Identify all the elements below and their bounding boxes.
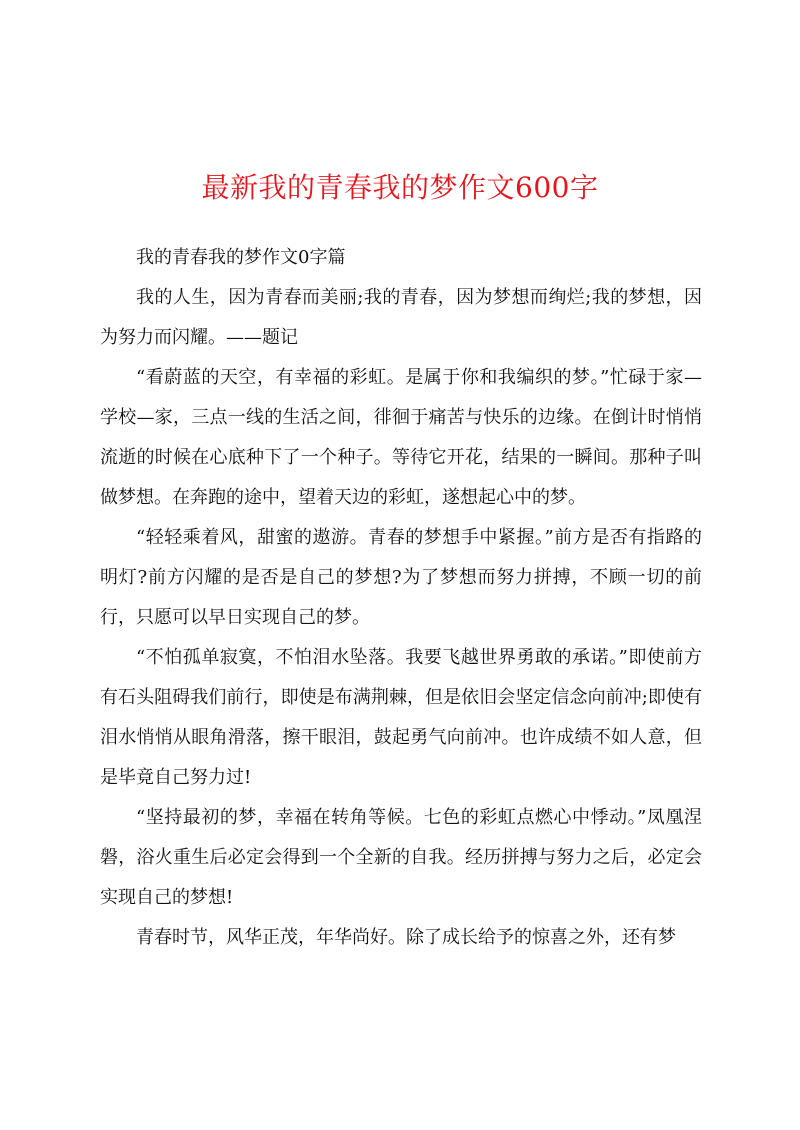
document-body — [100, 238, 702, 958]
document-title: 最新我的青春我的梦作文600字 — [201, 171, 599, 204]
paragraph: “轻轻乘着风，甜蜜的遨游。青春的梦想手中紧握。”前方是否有指路的明灯?前方闪耀的是否是自己的梦想?为了梦想而努力拼搏，不顾一切的前行，只愿可以早日实现自己的梦。 — [100, 527, 702, 628]
paragraph: “坚持最初的梦，幸福在转角等候。七色的彩虹点燃心中悸动。”凤凰涅磐，浴火重生后必定会得到一个全新的自我。经历拼搏与努力之后，必定会实现自己的梦想! — [100, 807, 702, 908]
paragraph: “不怕孤单寂寞，不怕泪水坠落。我要飞越世界勇敢的承诺。”即使前方有石头阻碍我们前行，即使是布满荆棘，但是依旧会坚定信念向前冲;即使有泪水悄悄从眼角滑落，擦干眼泪，鼓起勇气向前冲。也许成绩不如人意，但是毕竟自己努力过! — [100, 647, 702, 788]
paragraph-subtitle: 我的青春我的梦作文0字篇 — [136, 247, 346, 268]
paragraph-epigraph: 我的人生，因为青春而美丽;我的青春，因为梦想而绚烂;我的梦想，因为努力而闪耀。——题记 — [100, 287, 702, 348]
paragraph: “看蔚蓝的天空，有幸福的彩虹。是属于你和我编织的梦。”忙碌于家—学校—家，三点一线的生活之间，徘徊于痛苦与快乐的边缘。在倒计时悄悄流逝的时候在心底种下了一个种子。等待它开花，结果的一瞬间。那种子叫做梦想。在奔跑的途中，望着天边的彩虹，遂想起心中的梦。 — [100, 367, 702, 508]
paragraph: 青春时节，风华正茂，年华尚好。除了成长给予的惊喜之外，还有梦 — [136, 927, 676, 948]
